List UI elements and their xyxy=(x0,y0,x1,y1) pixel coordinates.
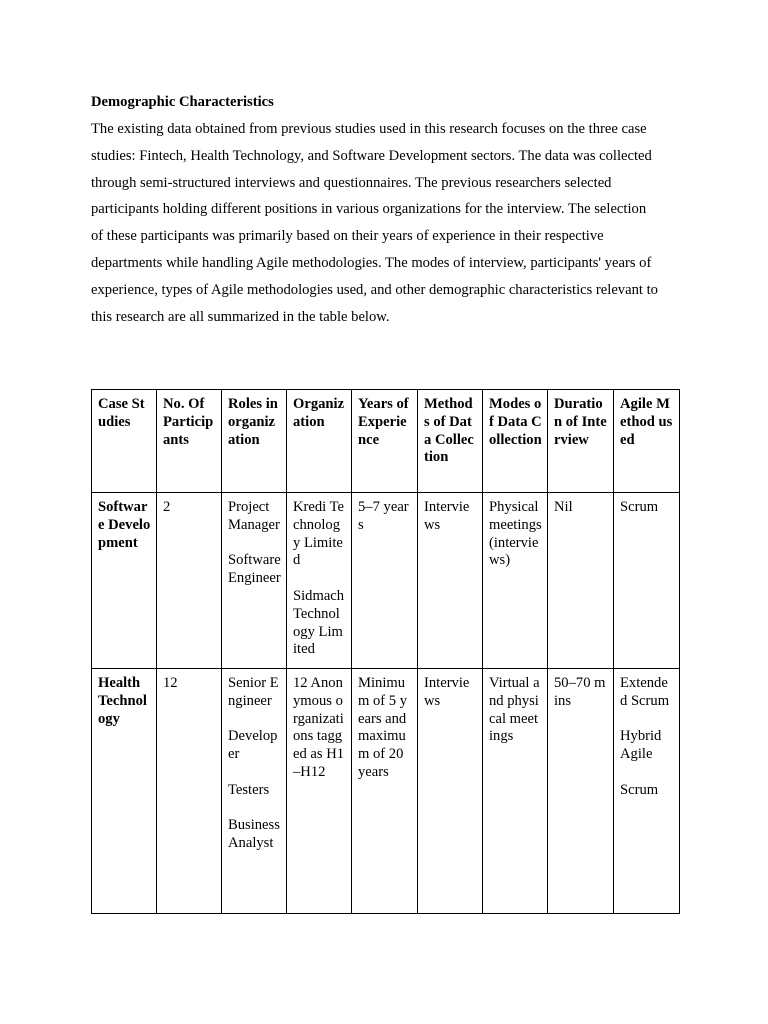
cell-roles xyxy=(222,493,287,669)
table-row xyxy=(92,669,680,914)
cell-experience: 5–7 years xyxy=(352,493,418,669)
intro-paragraph xyxy=(91,116,691,330)
cell-agile-method xyxy=(614,493,680,669)
role-item: Software Engineer xyxy=(228,552,281,587)
agile-item: Scrum xyxy=(620,499,659,515)
cell-method: Interviews xyxy=(418,669,483,914)
header-experience: Years of Experience xyxy=(352,390,418,493)
cell-duration: 50–70 mins xyxy=(548,669,614,914)
cell-participants: 2 xyxy=(157,493,222,669)
agile-item: Scrum xyxy=(620,781,659,798)
header-methods: Methods of Data Collection xyxy=(418,390,483,493)
role-item: Project Manager xyxy=(228,499,280,533)
paragraph-line: of these participants was primarily based on their years of experience in their respective xyxy=(91,228,604,245)
paragraph-line: this research are all summarized in the table below. xyxy=(91,308,390,325)
header-case-studies: Case Studies xyxy=(92,390,157,493)
header-roles: Roles in organization xyxy=(222,390,287,493)
cell-organization xyxy=(287,669,352,914)
table-row xyxy=(92,493,680,669)
cell-case-study: Health Technology xyxy=(92,669,157,914)
role-item: Developer xyxy=(228,728,278,763)
paragraph-line: departments while handling Agile methodologies. The modes of interview, participants' years of xyxy=(91,254,652,271)
cell-experience: Minimum of 5 years and maximum of 20 years xyxy=(352,669,418,914)
cell-mode: Virtual and physical meetings xyxy=(483,669,548,914)
cell-duration: Nil xyxy=(548,493,614,669)
header-modes: Modes of Data Collection xyxy=(483,390,548,493)
paragraph-line: through semi-structured interviews and questionnaires. The previous researchers selected xyxy=(91,174,612,191)
header-duration: Duration of Interview xyxy=(548,390,614,493)
role-item: Senior Engineer xyxy=(228,675,279,709)
paragraph-line: experience, types of Agile methodologies used, and other demographic characteristics relevant to xyxy=(91,281,658,298)
cell-case-study: Software Development xyxy=(92,493,157,669)
paragraph-line: The existing data obtained from previous studies used in this research focuses on the three case xyxy=(91,121,647,137)
demographic-table xyxy=(91,389,680,914)
cell-mode: Physical meetings (interviews) xyxy=(483,493,548,669)
organization-item: Sidmach Technology Limited xyxy=(293,587,345,658)
organization-item: Kredi Technology Limited xyxy=(293,499,344,569)
table-header-row xyxy=(92,390,680,493)
paragraph-line: studies: Fintech, Health Technology, and Software Development sectors. The data was collected xyxy=(91,147,652,164)
cell-organization xyxy=(287,493,352,669)
cell-participants: 12 xyxy=(157,669,222,914)
header-organization: Organization xyxy=(287,390,352,493)
role-item: Business Analyst xyxy=(228,817,280,852)
cell-roles xyxy=(222,669,287,914)
organization-item: 12 Anonymous organizations tagged as H1–H12 xyxy=(293,675,345,780)
header-agile-method: Agile Method used xyxy=(614,390,680,493)
section-heading: Demographic Characteristics xyxy=(91,94,274,110)
cell-agile-method xyxy=(614,669,680,914)
agile-item: Hybrid Agile xyxy=(620,728,662,763)
role-item: Testers xyxy=(228,781,270,798)
header-participants: No. Of Participants xyxy=(157,390,222,493)
agile-item: Extended Scrum xyxy=(620,675,670,709)
paragraph-line: participants holding different positions in various organizations for the interview. The selection xyxy=(91,201,647,218)
cell-method: Interviews xyxy=(418,493,483,669)
